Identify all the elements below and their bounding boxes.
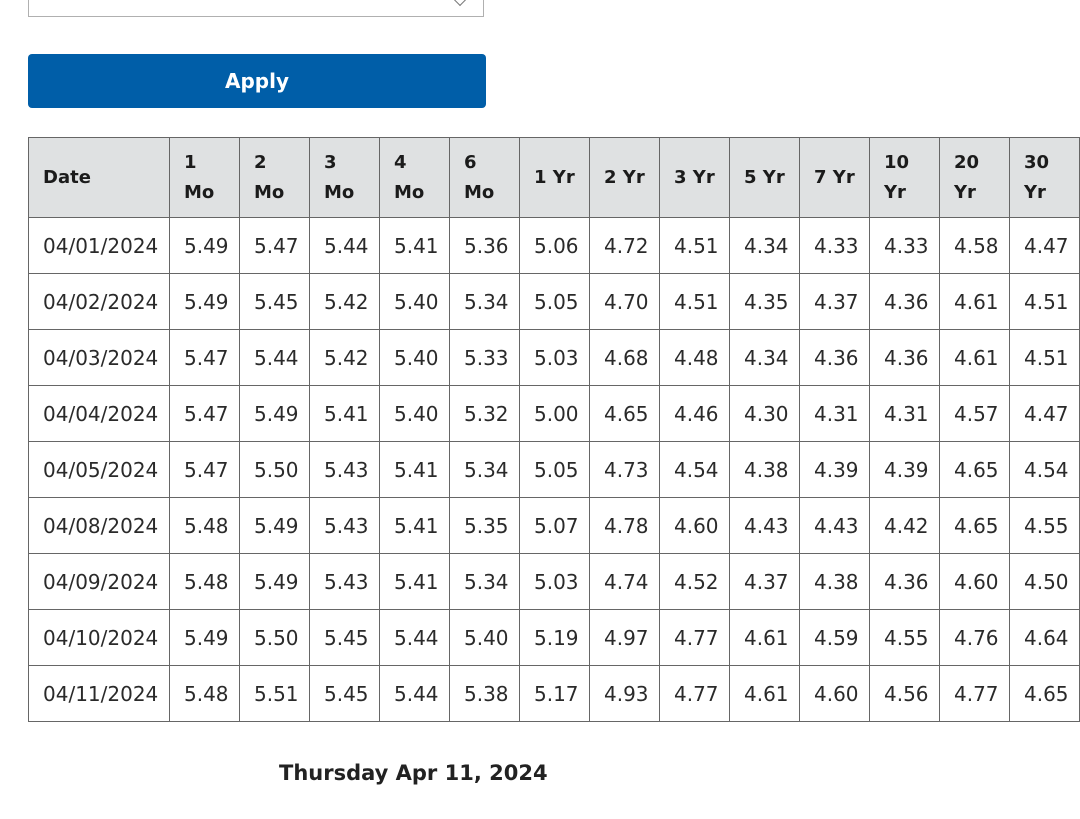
rate-cell: 4.60 [940, 554, 1010, 610]
rate-cell: 4.77 [660, 610, 730, 666]
rate-cell: 4.43 [800, 498, 870, 554]
table-row [29, 274, 1080, 330]
rate-cell: 5.32 [450, 386, 520, 442]
rate-cell: 4.64 [1010, 610, 1080, 666]
rate-cell: 4.39 [870, 442, 940, 498]
rate-cell: 4.33 [800, 218, 870, 274]
column-header-text: Mo [324, 181, 355, 203]
rate-cell: 4.76 [940, 610, 1010, 666]
table-row [29, 330, 1080, 386]
column-header [1010, 138, 1080, 218]
column-header [380, 138, 450, 218]
table-row [29, 442, 1080, 498]
table-header-row [29, 138, 1080, 218]
column-header-text: 4 [394, 151, 407, 173]
rate-cell: 5.50 [240, 442, 310, 498]
rate-cell: 5.49 [240, 386, 310, 442]
rate-cell: 4.33 [870, 218, 940, 274]
rate-cell: 4.60 [660, 498, 730, 554]
selected-date-label: Thursday Apr 11, 2024 [279, 761, 548, 785]
date-cell: 04/04/2024 [29, 386, 170, 442]
rate-cell: 4.59 [800, 610, 870, 666]
rate-cell: 5.47 [240, 218, 310, 274]
column-header [240, 138, 310, 218]
table-row [29, 386, 1080, 442]
date-cell: 04/09/2024 [29, 554, 170, 610]
rate-cell: 4.60 [800, 666, 870, 722]
rate-cell: 4.35 [730, 274, 800, 330]
column-header-text: 3 [324, 151, 337, 173]
rate-cell: 5.45 [310, 666, 380, 722]
column-header [520, 138, 590, 218]
rate-cell: 4.93 [590, 666, 660, 722]
rate-cell: 4.54 [1010, 442, 1080, 498]
rate-cell: 4.65 [940, 498, 1010, 554]
rate-cell: 5.44 [240, 330, 310, 386]
rate-cell: 5.38 [450, 666, 520, 722]
rate-cell: 4.31 [800, 386, 870, 442]
rate-cell: 5.03 [520, 554, 590, 610]
rate-cell: 5.49 [240, 498, 310, 554]
rate-cell: 4.37 [730, 554, 800, 610]
column-header-text: Mo [394, 181, 425, 203]
column-header-text: 2 [254, 151, 267, 173]
rate-cell: 5.05 [520, 442, 590, 498]
rate-cell: 4.97 [590, 610, 660, 666]
column-header-text: Mo [184, 181, 215, 203]
table-row [29, 498, 1080, 554]
rate-cell: 5.48 [170, 666, 240, 722]
date-cell: 04/05/2024 [29, 442, 170, 498]
rate-cell: 5.45 [310, 610, 380, 666]
date-cell: 04/11/2024 [29, 666, 170, 722]
column-header-date [29, 138, 170, 218]
rate-cell: 4.77 [940, 666, 1010, 722]
rate-cell: 4.34 [730, 330, 800, 386]
rate-cell: 4.65 [590, 386, 660, 442]
rate-cell: 5.19 [520, 610, 590, 666]
column-header-text: 2 Yr [604, 166, 645, 188]
rate-cell: 4.52 [660, 554, 730, 610]
rate-cell: 4.70 [590, 274, 660, 330]
rate-cell: 4.74 [590, 554, 660, 610]
rate-cell: 4.38 [730, 442, 800, 498]
rate-cell: 4.61 [730, 610, 800, 666]
rate-cell: 4.51 [660, 274, 730, 330]
rate-cell: 4.39 [800, 442, 870, 498]
rate-cell: 5.05 [520, 274, 590, 330]
rate-cell: 5.07 [520, 498, 590, 554]
rate-cell: 4.55 [870, 610, 940, 666]
rate-cell: 5.43 [310, 442, 380, 498]
column-header-text: 3 Yr [674, 166, 715, 188]
column-header-text: Date [43, 166, 91, 188]
rate-cell: 5.33 [450, 330, 520, 386]
table-row [29, 554, 1080, 610]
date-cell: 04/03/2024 [29, 330, 170, 386]
rate-cell: 5.43 [310, 498, 380, 554]
rate-cell: 5.43 [310, 554, 380, 610]
period-select[interactable] [28, 0, 484, 17]
rate-cell: 4.48 [660, 330, 730, 386]
rate-cell: 4.58 [940, 218, 1010, 274]
rate-cell: 4.61 [940, 274, 1010, 330]
column-header-text: 30 [1024, 151, 1050, 173]
rate-cell: 4.51 [1010, 274, 1080, 330]
rate-cell: 4.55 [1010, 498, 1080, 554]
rate-cell: 5.41 [380, 554, 450, 610]
date-cell: 04/08/2024 [29, 498, 170, 554]
rate-cell: 4.42 [870, 498, 940, 554]
rate-cell: 5.03 [520, 330, 590, 386]
rate-cell: 4.37 [800, 274, 870, 330]
rate-cell: 5.35 [450, 498, 520, 554]
rate-cell: 4.51 [660, 218, 730, 274]
rate-cell: 5.48 [170, 554, 240, 610]
rate-cell: 5.40 [380, 386, 450, 442]
rate-cell: 4.78 [590, 498, 660, 554]
rate-cell: 5.49 [170, 274, 240, 330]
rate-cell: 5.41 [380, 498, 450, 554]
rate-cell: 4.30 [730, 386, 800, 442]
rate-cell: 4.31 [870, 386, 940, 442]
rate-cell: 4.51 [1010, 330, 1080, 386]
rate-cell: 5.51 [240, 666, 310, 722]
column-header-text: 1 [184, 151, 197, 173]
column-header [660, 138, 730, 218]
rate-cell: 4.50 [1010, 554, 1080, 610]
column-header-text: Mo [254, 181, 285, 203]
rate-cell: 5.41 [310, 386, 380, 442]
rate-cell: 4.61 [940, 330, 1010, 386]
rate-cell: 4.36 [870, 554, 940, 610]
rate-cell: 4.34 [730, 218, 800, 274]
column-header [590, 138, 660, 218]
rate-cell: 5.47 [170, 442, 240, 498]
column-header [870, 138, 940, 218]
chevron-down-icon [453, 0, 467, 6]
rate-cell: 5.42 [310, 274, 380, 330]
column-header-text: 5 Yr [744, 166, 785, 188]
rate-cell: 5.47 [170, 386, 240, 442]
rate-cell: 4.77 [660, 666, 730, 722]
table-row [29, 666, 1080, 722]
rate-cell: 5.41 [380, 218, 450, 274]
rate-cell: 4.72 [590, 218, 660, 274]
rate-cell: 5.47 [170, 330, 240, 386]
column-header-text: 6 [464, 151, 477, 173]
column-header-text: Yr [884, 181, 906, 203]
column-header-text: 7 Yr [814, 166, 855, 188]
rate-cell: 5.34 [450, 274, 520, 330]
table-row [29, 218, 1080, 274]
column-header-text: Mo [464, 181, 495, 203]
rate-cell: 5.17 [520, 666, 590, 722]
rate-cell: 5.49 [170, 610, 240, 666]
rate-cell: 4.43 [730, 498, 800, 554]
rate-cell: 4.73 [590, 442, 660, 498]
rate-cell: 4.57 [940, 386, 1010, 442]
apply-button[interactable]: Apply [28, 54, 486, 108]
rate-cell: 5.40 [380, 274, 450, 330]
rate-cell: 5.06 [520, 218, 590, 274]
rate-cell: 5.41 [380, 442, 450, 498]
rate-cell: 5.44 [380, 666, 450, 722]
rate-cell: 4.65 [1010, 666, 1080, 722]
rate-cell: 4.36 [870, 330, 940, 386]
column-header [730, 138, 800, 218]
rate-cell: 4.61 [730, 666, 800, 722]
rate-cell: 5.44 [380, 610, 450, 666]
rate-cell: 5.40 [380, 330, 450, 386]
date-cell: 04/01/2024 [29, 218, 170, 274]
rate-cell: 4.68 [590, 330, 660, 386]
column-header [800, 138, 870, 218]
rate-cell: 5.44 [310, 218, 380, 274]
rate-cell: 4.47 [1010, 386, 1080, 442]
column-header-text: Yr [1024, 181, 1046, 203]
rate-cell: 5.48 [170, 498, 240, 554]
rate-cell: 4.36 [870, 274, 940, 330]
rate-cell: 5.36 [450, 218, 520, 274]
rate-cell: 5.34 [450, 554, 520, 610]
rate-cell: 5.49 [240, 554, 310, 610]
column-header [310, 138, 380, 218]
column-header-text: 20 [954, 151, 980, 173]
column-header [450, 138, 520, 218]
rate-cell: 4.65 [940, 442, 1010, 498]
treasury-rates-table [28, 137, 1080, 722]
date-cell: 04/02/2024 [29, 274, 170, 330]
rate-cell: 5.34 [450, 442, 520, 498]
column-header-text: 10 [884, 151, 910, 173]
column-header-text: Yr [954, 181, 976, 203]
rate-cell: 5.45 [240, 274, 310, 330]
rate-cell: 5.40 [450, 610, 520, 666]
table-body [29, 218, 1080, 722]
table-row [29, 610, 1080, 666]
rate-cell: 5.00 [520, 386, 590, 442]
rate-cell: 4.56 [870, 666, 940, 722]
rate-cell: 4.38 [800, 554, 870, 610]
rate-cell: 5.50 [240, 610, 310, 666]
rate-cell: 5.42 [310, 330, 380, 386]
rate-cell: 4.54 [660, 442, 730, 498]
rate-cell: 4.36 [800, 330, 870, 386]
column-header-text: 1 Yr [534, 166, 575, 188]
column-header [170, 138, 240, 218]
rate-cell: 5.49 [170, 218, 240, 274]
rate-cell: 4.47 [1010, 218, 1080, 274]
rate-cell: 4.46 [660, 386, 730, 442]
column-header [940, 138, 1010, 218]
date-cell: 04/10/2024 [29, 610, 170, 666]
